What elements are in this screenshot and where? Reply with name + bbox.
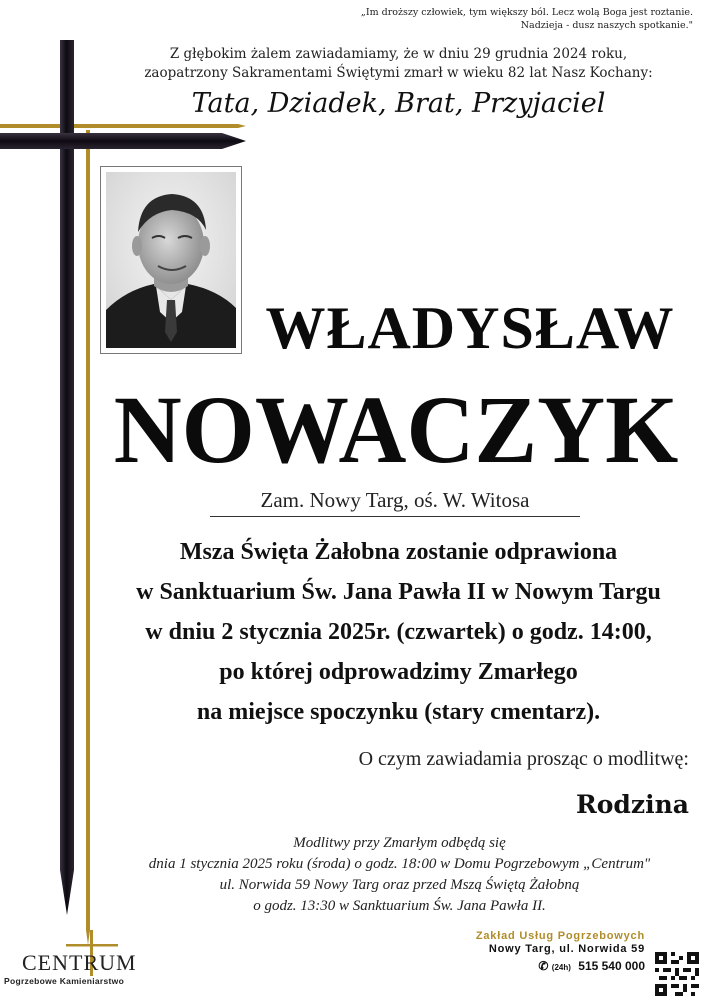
mass-line-5: na miejsce spoczynku (stary cmentarz).: [196, 699, 601, 725]
quote-line-2: Nadzieja - dusz naszych spotkanie.": [520, 20, 693, 31]
deceased-first-name: WŁADYSŁAW: [265, 295, 675, 361]
funeral-home-info: [476, 930, 645, 956]
quote: [273, 6, 693, 32]
deceased-last-name: NOWACZYK: [113, 376, 679, 483]
relations-line: Tata, Dziadek, Brat, Przyjaciel: [191, 88, 606, 119]
prayer-line-3: ul. Norwida 59 Nowy Targ oraz przed Mszą Świętą Żałobną: [219, 877, 580, 893]
mass-line-3: w dniu 2 stycznia 2025r. (czwartek) o godz. 14:00,: [145, 619, 652, 645]
firm-name: Zakład Usług Pogrzebowych: [475, 930, 645, 942]
phone-number: 515 540 000: [578, 959, 645, 973]
phone-label: (24h): [551, 963, 571, 972]
prayer-line-4: o godz. 13:30 w Sanktuarium Św. Jana Pawła II.: [253, 898, 546, 914]
logo-subtitle: Pogrzebowe Kamieniarstwo: [4, 976, 125, 986]
qr-code-icon: [655, 952, 699, 996]
mass-line-2: w Sanktuarium Św. Jana Pawła II w Nowym Targu: [136, 579, 661, 605]
intro-line-2: zaopatrzony Sakramentami Świętymi zmarł w wieku 82 lat Nasz Kochany:: [144, 65, 653, 81]
family-signature: Rodzina: [575, 790, 689, 819]
prayer-line-2: dnia 1 stycznia 2025 roku (środa) o godz. 18:00 w Domu Pogrzebowym „Centrum": [148, 856, 651, 872]
mass-line-1: Msza Święta Żałobna zostanie odprawiona: [179, 539, 618, 565]
prayer-info: [100, 833, 699, 917]
logo-name: CENTRUM: [22, 950, 137, 975]
prayer-line-1: Modlitwy przy Zmarłym odbędą się: [293, 835, 506, 851]
mass-details: [110, 532, 687, 732]
announcement-intro: [100, 45, 697, 83]
deceased-address: Zam. Nowy Targ, oś. W. Witosa: [210, 488, 580, 517]
mass-line-4: po której odprowadzimy Zmarłego: [219, 659, 578, 685]
closing-line: O czym zawiadamia prosząc o modlitwę:: [358, 748, 689, 770]
deceased-photo: [100, 166, 242, 354]
intro-line-1: Z głębokim żalem zawiadamiamy, że w dniu 29 grudnia 2024 roku,: [169, 46, 628, 62]
portrait-image: [106, 172, 236, 348]
firm-phone: [538, 959, 645, 973]
firm-address: Nowy Targ, ul. Norwida 59: [488, 943, 645, 955]
quote-line-1: „Im droższy człowiek, tym większy ból. Lecz wolą Boga jest roztanie.: [360, 7, 693, 18]
phone-icon: ✆: [538, 959, 549, 973]
